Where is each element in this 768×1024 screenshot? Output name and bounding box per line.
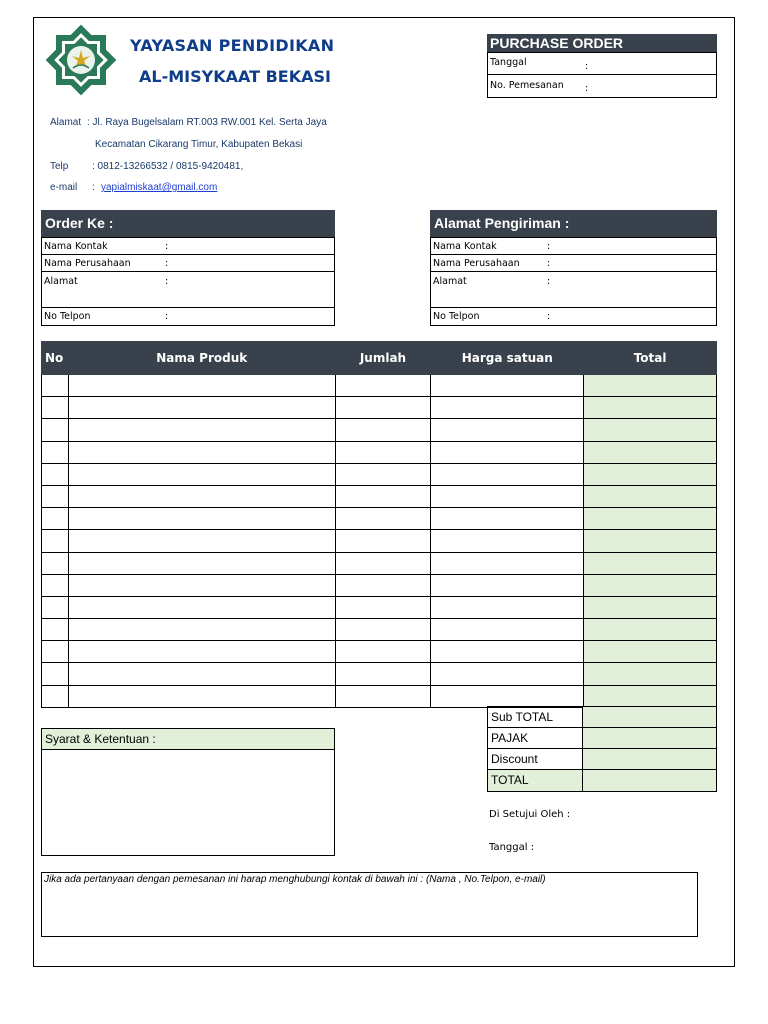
order-to-phone-colon: : [165,311,169,322]
email-label: e-mail [50,182,78,193]
row-no-cell[interactable] [42,485,69,507]
ship-to-phone-label: No Telpon [433,311,480,322]
order-to-contact-label: Nama Kontak [44,241,108,252]
row-quantity-cell[interactable] [335,530,431,552]
po-date-colon: : [585,61,589,72]
col-quantity: Jumlah [335,342,431,375]
row-quantity-cell[interactable] [335,375,431,397]
row-total-cell[interactable] [584,485,717,507]
subtotal-value[interactable] [583,706,717,728]
tax-value[interactable] [583,728,717,749]
items-table [41,341,717,708]
row-product-cell[interactable] [68,685,335,707]
order-to-company-colon: : [165,258,169,269]
row-total-cell[interactable] [584,419,717,441]
row-no-cell[interactable] [42,596,69,618]
row-product-cell[interactable] [68,530,335,552]
row-quantity-cell[interactable] [335,619,431,641]
ship-to-title: Alamat Pengiriman : [430,210,717,237]
row-product-cell[interactable] [68,463,335,485]
row-no-cell[interactable] [42,619,69,641]
table-row [42,641,717,663]
row-total-cell[interactable] [584,397,717,419]
row-no-cell[interactable] [42,530,69,552]
col-total: Total [584,342,717,375]
table-row [42,463,717,485]
row-unit-price-cell[interactable] [431,619,584,641]
subtotal-label: Sub TOTAL [487,706,583,728]
contact-note-text: Jika ada pertanyaan dengan pemesanan ini harap menghubungi kontak di bawah ini : (Nama , No.Telpon, e-mail) [44,874,546,885]
table-row [42,574,717,596]
row-product-cell[interactable] [68,641,335,663]
row-quantity-cell[interactable] [335,663,431,685]
approval-date-label: Tanggal : [489,842,535,853]
table-row [42,397,717,419]
row-unit-price-cell[interactable] [431,663,584,685]
row-product-cell[interactable] [68,375,335,397]
ship-to-company-colon: : [547,258,551,269]
address-label: Alamat [50,117,82,128]
row-no-cell[interactable] [42,574,69,596]
row-quantity-cell[interactable] [335,485,431,507]
items-header-row [42,342,717,375]
row-no-cell[interactable] [42,641,69,663]
row-no-cell[interactable] [42,463,69,485]
row-unit-price-cell[interactable] [431,596,584,618]
order-to-contact-colon: : [165,241,169,252]
row-total-cell[interactable] [584,552,717,574]
discount-label: Discount [487,749,583,770]
row-unit-price-cell[interactable] [431,375,584,397]
org-name-line1: YAYASAN PENDIDIKAN [130,36,335,55]
po-order-no-colon: : [585,83,589,94]
row-product-cell[interactable] [68,508,335,530]
row-total-cell[interactable] [584,641,717,663]
col-no: No [42,342,69,375]
po-title: PURCHASE ORDER [487,34,717,52]
row-quantity-cell[interactable] [335,685,431,707]
row-total-cell[interactable] [584,574,717,596]
po-divider [487,74,717,75]
row-total-cell[interactable] [584,530,717,552]
ship-to-contact-label: Nama Kontak [433,241,497,252]
row-quantity-cell[interactable] [335,508,431,530]
address-line2: Kecamatan Cikarang Timur, Kabupaten Bekasi [95,139,303,150]
table-row [42,530,717,552]
table-row [42,552,717,574]
row-product-cell[interactable] [68,596,335,618]
row-quantity-cell[interactable] [335,596,431,618]
row-total-cell[interactable] [584,685,717,707]
row-unit-price-cell[interactable] [431,419,584,441]
total-label: TOTAL [487,770,583,792]
table-row [42,596,717,618]
po-order-no-label: No. Pemesanan [490,80,564,91]
order-to-address-label: Alamat [44,276,78,287]
row-unit-price-cell[interactable] [431,552,584,574]
tax-label: PAJAK [487,728,583,749]
row-unit-price-cell[interactable] [431,685,584,707]
row-product-cell[interactable] [68,397,335,419]
col-product-name: Nama Produk [68,342,335,375]
row-unit-price-cell[interactable] [431,574,584,596]
row-total-cell[interactable] [584,508,717,530]
row-total-cell[interactable] [584,463,717,485]
row-unit-price-cell[interactable] [431,530,584,552]
foundation-logo [44,24,118,96]
org-name-line2: AL-MISYKAAT BEKASI [139,67,331,86]
row-unit-price-cell[interactable] [431,641,584,663]
order-to-address-colon: : [165,276,169,287]
row-product-cell[interactable] [68,619,335,641]
row-unit-price-cell[interactable] [431,508,584,530]
order-to-phone-label: No Telpon [44,311,91,322]
row-no-cell[interactable] [42,663,69,685]
row-no-cell[interactable] [42,419,69,441]
row-unit-price-cell[interactable] [431,485,584,507]
col-unit-price: Harga satuan [431,342,584,375]
order-to-company-label: Nama Perusahaan [44,258,131,269]
row-product-cell[interactable] [68,441,335,463]
row-quantity-cell[interactable] [335,441,431,463]
row-product-cell[interactable] [68,663,335,685]
row-total-cell[interactable] [584,663,717,685]
address-line1: : Jl. Raya Bugelsalam RT.003 RW.001 Kel. Serta Jaya [87,117,327,128]
row-unit-price-cell[interactable] [431,397,584,419]
email-link[interactable]: yapialmiskaat@gmail.com [101,182,218,193]
row-total-cell[interactable] [584,441,717,463]
row-product-cell[interactable] [68,574,335,596]
row-product-cell[interactable] [68,552,335,574]
email-colon: : [92,182,95,193]
phone-value: : 0812-13266532 / 0815-9420481, [92,161,244,172]
row-product-cell[interactable] [68,419,335,441]
terms-box[interactable] [41,749,335,856]
table-row [42,663,717,685]
phone-label: Telp [50,161,69,172]
row-quantity-cell[interactable] [335,574,431,596]
row-total-cell[interactable] [584,596,717,618]
totals-block [487,706,717,792]
ship-to-phone-colon: : [547,311,551,322]
row-quantity-cell[interactable] [335,397,431,419]
table-row [42,375,717,397]
row-no-cell[interactable] [42,397,69,419]
row-unit-price-cell[interactable] [431,463,584,485]
table-row [42,508,717,530]
row-unit-price-cell[interactable] [431,441,584,463]
table-row [42,685,717,707]
ship-to-address-colon: : [547,276,551,287]
discount-value[interactable] [583,749,717,770]
table-row [42,441,717,463]
row-total-cell[interactable] [584,375,717,397]
ship-to-contact-colon: : [547,241,551,252]
po-date-label: Tanggal [490,57,527,68]
ship-to-company-label: Nama Perusahaan [433,258,520,269]
row-no-cell[interactable] [42,685,69,707]
row-total-cell[interactable] [584,619,717,641]
row-no-cell[interactable] [42,441,69,463]
terms-title: Syarat & Ketentuan : [41,728,335,750]
table-row [42,485,717,507]
ship-to-address-label: Alamat [433,276,467,287]
row-no-cell[interactable] [42,375,69,397]
row-quantity-cell[interactable] [335,552,431,574]
table-row [42,619,717,641]
row-quantity-cell[interactable] [335,463,431,485]
total-value[interactable] [583,770,717,792]
row-quantity-cell[interactable] [335,641,431,663]
approved-by-label: Di Setujui Oleh : [489,809,571,820]
row-product-cell[interactable] [68,485,335,507]
row-no-cell[interactable] [42,508,69,530]
order-to-title: Order Ke : [41,210,335,237]
row-quantity-cell[interactable] [335,419,431,441]
row-no-cell[interactable] [42,552,69,574]
table-row [42,419,717,441]
